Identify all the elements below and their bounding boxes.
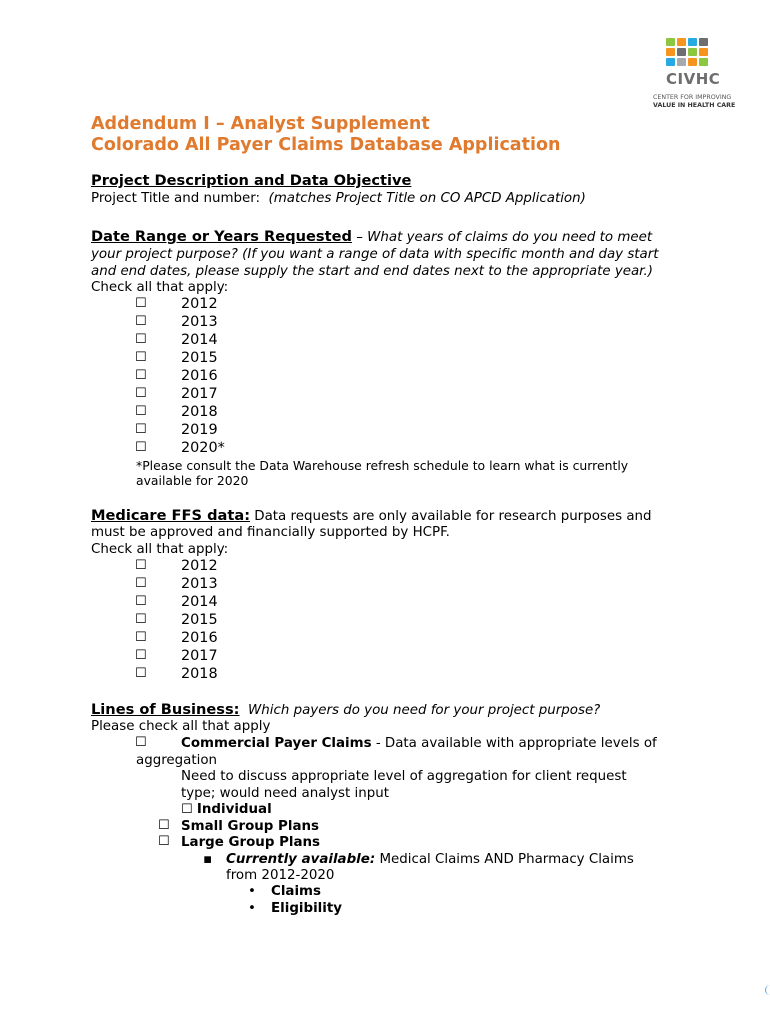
medicare-checkbox-2018[interactable]: ☐: [135, 666, 147, 681]
checkbox-2016[interactable]: ☐: [135, 368, 147, 383]
aggregation-note-2: type; would need analyst input: [181, 786, 389, 801]
aggregation-note-1: Need to discuss appropriate level of aggregation for client request: [181, 769, 627, 784]
page-edge-marker: [765, 985, 770, 995]
medicare-year-2013: 2013: [181, 576, 218, 592]
lob-heading: Lines of Business:: [91, 701, 240, 718]
year-2017: 2017: [181, 386, 218, 402]
small-group-checkbox[interactable]: ☐: [158, 818, 170, 833]
logo-tagline-2: VALUE IN HEALTH CARE: [653, 102, 736, 109]
checkbox-2020[interactable]: ☐: [135, 440, 147, 455]
logo-tagline-1: CENTER FOR IMPROVING: [653, 94, 732, 101]
medicare-year-2015: 2015: [181, 612, 218, 628]
logo-wordmark: CIVHC: [666, 70, 721, 88]
medicare-year-2012: 2012: [181, 558, 218, 574]
checkbox-2019[interactable]: ☐: [135, 422, 147, 437]
year-2013: 2013: [181, 314, 218, 330]
year-2012: 2012: [181, 296, 218, 312]
checkbox-2018[interactable]: ☐: [135, 404, 147, 419]
medicare-heading: Medicare FFS data:: [91, 507, 251, 524]
date-range-note-1: *Please consult the Data Warehouse refresh schedule to learn what is currently: [136, 458, 629, 473]
year-2018: 2018: [181, 404, 218, 420]
date-range-desc-2: your project purpose? (If you want a range of data with specific month and day start: [91, 247, 659, 262]
commercial-line: Commercial Payer Claims - Data available with appropriate levels of: [181, 736, 657, 751]
claims-bullet: •: [248, 884, 256, 899]
civhc-logo: [652, 36, 736, 112]
checkbox-2015[interactable]: ☐: [135, 350, 147, 365]
lob-heading-line: Lines of Business: Which payers do you need for your project purpose?: [91, 701, 601, 718]
checkbox-2014[interactable]: ☐: [135, 332, 147, 347]
eligibility-label: Eligibility: [271, 901, 342, 916]
title-line-1: Addendum I – Analyst Supplement: [91, 114, 430, 134]
individual-option[interactable]: ☐ Individual: [181, 802, 272, 817]
medicare-year-2017: 2017: [181, 648, 218, 664]
year-2020: 2020*: [181, 440, 225, 456]
medicare-year-2018: 2018: [181, 666, 218, 682]
medicare-checkbox-2016[interactable]: ☐: [135, 630, 147, 645]
large-group-label: Large Group Plans: [181, 835, 321, 850]
individual-checkbox: ☐: [181, 802, 193, 817]
square-bullet: ▪: [203, 852, 213, 867]
project-heading: Project Description and Data Objective: [91, 172, 412, 189]
year-2019: 2019: [181, 422, 218, 438]
date-range-heading-line: Date Range or Years Requested – What years of claims do you need to meet: [91, 228, 653, 245]
date-range-note-2: available for 2020: [136, 473, 249, 488]
currently-available-line: Currently available: Medical Claims AND Pharmacy Claims: [226, 852, 634, 867]
medicare-year-2014: 2014: [181, 594, 218, 610]
checkbox-2012[interactable]: ☐: [135, 296, 147, 311]
medicare-checkbox-2013[interactable]: ☐: [135, 576, 147, 591]
checkbox-2017[interactable]: ☐: [135, 386, 147, 401]
project-title-line: Project Title and number: (matches Project Title on CO APCD Application): [91, 191, 586, 206]
medicare-checkbox-2014[interactable]: ☐: [135, 594, 147, 609]
date-range-desc-3: and end dates, please supply the start and end dates next to the appropriate year.): [91, 264, 653, 279]
commercial-line-cont: aggregation: [136, 753, 218, 768]
medicare-check-all: Check all that apply:: [91, 542, 229, 557]
eligibility-bullet: •: [248, 901, 256, 916]
small-group-label: Small Group Plans: [181, 819, 319, 834]
date-range-heading: Date Range or Years Requested: [91, 228, 352, 245]
year-2016: 2016: [181, 368, 218, 384]
year-2014: 2014: [181, 332, 218, 348]
currently-available-cont: from 2012-2020: [226, 868, 335, 883]
lob-check-all: Please check all that apply: [91, 719, 271, 734]
medicare-checkbox-2012[interactable]: ☐: [135, 558, 147, 573]
medicare-checkbox-2015[interactable]: ☐: [135, 612, 147, 627]
medicare-checkbox-2017[interactable]: ☐: [135, 648, 147, 663]
title-line-2: Colorado All Payer Claims Database Application: [91, 135, 561, 155]
large-group-checkbox[interactable]: ☐: [158, 834, 170, 849]
checkbox-2013[interactable]: ☐: [135, 314, 147, 329]
year-2015: 2015: [181, 350, 218, 366]
medicare-desc-2: must be approved and financially supported by HCPF.: [91, 525, 450, 540]
claims-label: Claims: [271, 884, 321, 899]
commercial-checkbox[interactable]: ☐: [135, 735, 147, 750]
date-range-check-all: Check all that apply:: [91, 280, 229, 295]
medicare-heading-line: Medicare FFS data: Data requests are only available for research purposes and: [91, 507, 652, 524]
medicare-year-2016: 2016: [181, 630, 218, 646]
